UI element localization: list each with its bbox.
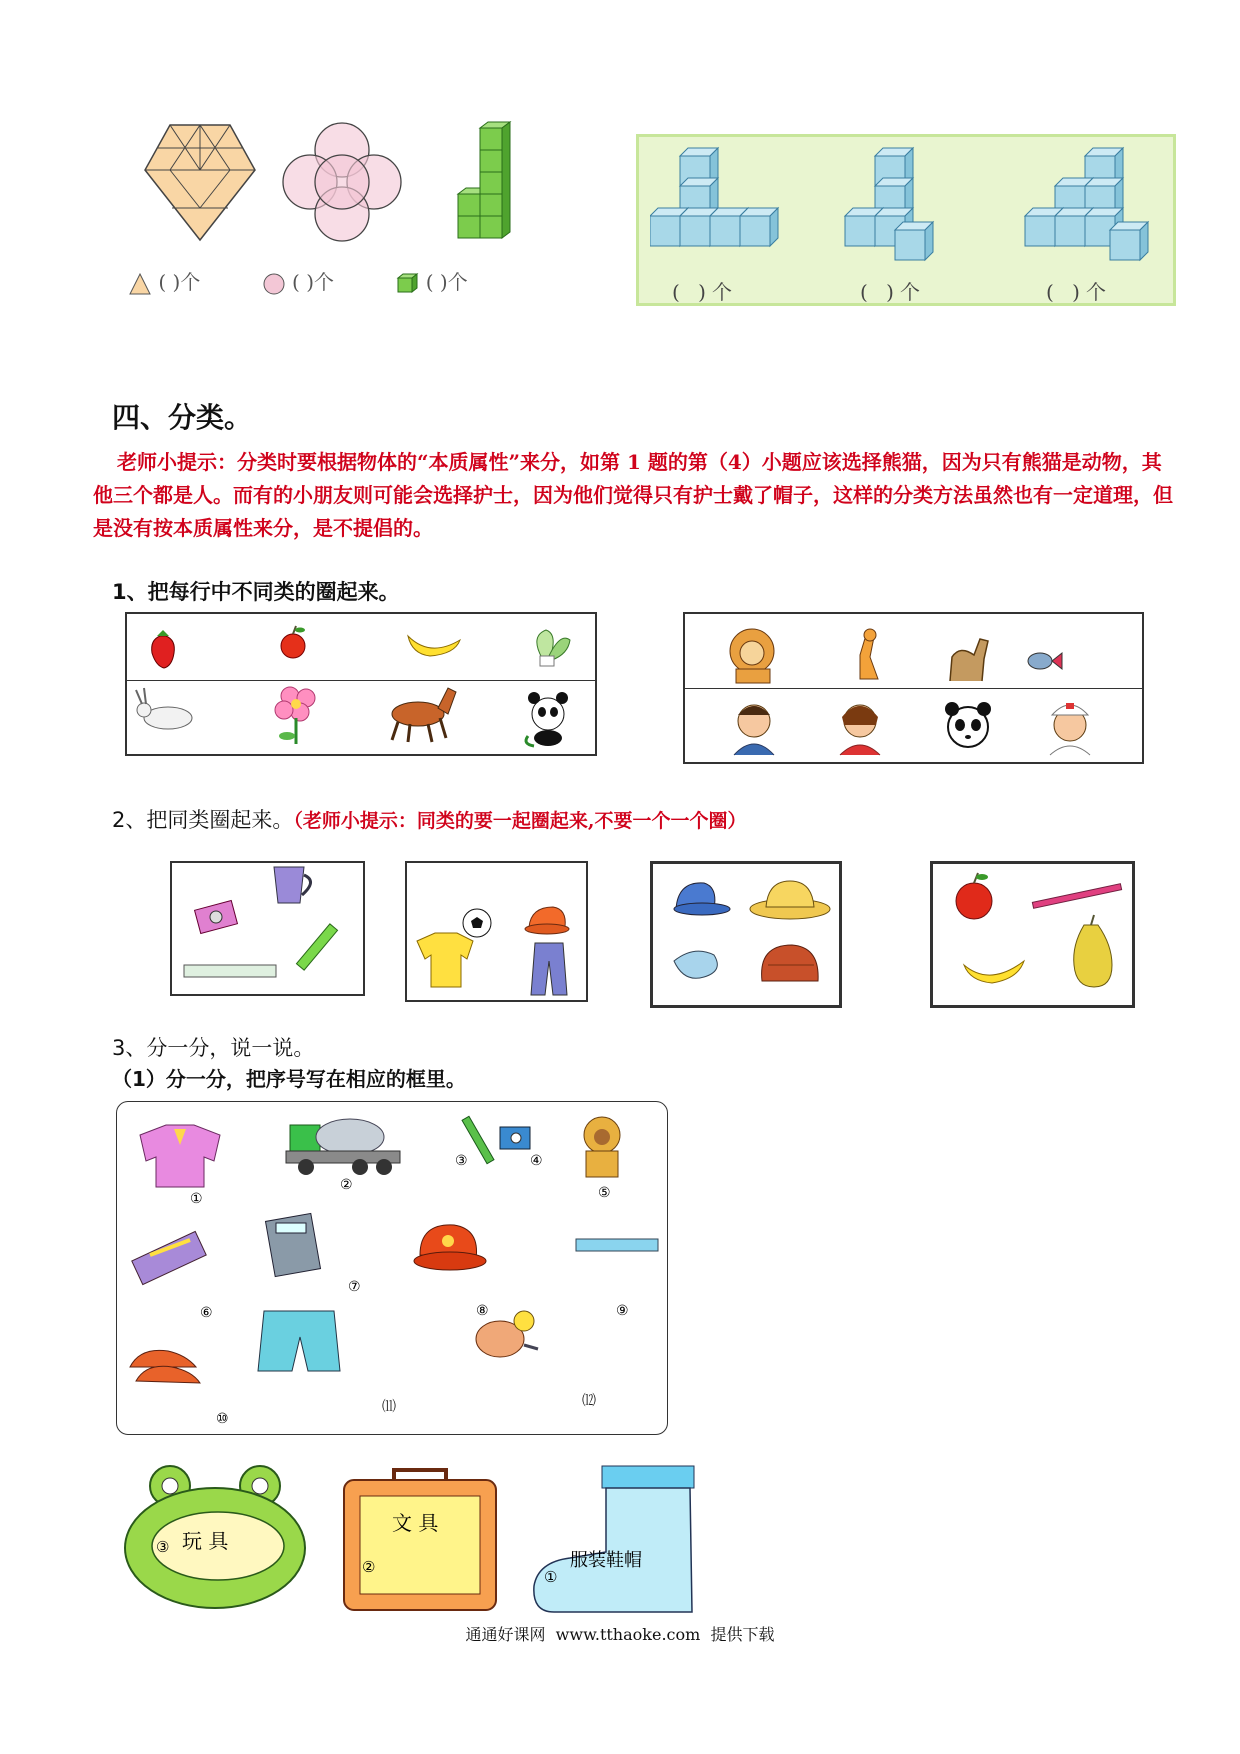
stationery-bin-case — [340, 1462, 500, 1612]
red-cap-icon — [414, 1225, 486, 1270]
stationery-bin-num: ② — [362, 1558, 376, 1576]
count-row — [128, 266, 468, 296]
q2-box-3-pictures — [654, 865, 838, 1004]
cube-label-3: ( )个 — [1046, 280, 1112, 304]
calculator-icon — [265, 1213, 320, 1276]
flower-icon — [275, 687, 315, 744]
q3-subtitle: （1）分一分，把序号写在相应的框里。 — [112, 1067, 466, 1091]
nurse-icon — [1050, 703, 1090, 755]
panda-icon — [526, 692, 568, 746]
count-label-triangle: ( )个 — [158, 270, 201, 294]
pear-icon — [1074, 915, 1112, 987]
girl-icon — [840, 705, 880, 755]
cube-structure-2 — [845, 148, 933, 260]
item-num-6: ⑥ — [200, 1305, 213, 1321]
rabbit-icon — [136, 688, 192, 729]
q2-box-4-pictures — [934, 865, 1131, 1004]
item-num-1: ① — [190, 1191, 203, 1207]
boy-icon — [734, 705, 774, 755]
q2-tip: （老师小提示：同类的要一起圈起来,不要一个一个圈） — [293, 810, 747, 832]
scarf-icon — [674, 951, 717, 978]
yellow-banana-icon — [964, 961, 1024, 983]
item-num-10: ⑩ — [216, 1411, 229, 1427]
pencil-case-icon — [132, 1231, 206, 1284]
clothing-bin-boot — [530, 1462, 720, 1616]
q2-box-1-pictures — [172, 863, 362, 993]
pencil-icon — [296, 924, 337, 970]
count-label-circle: ( )个 — [292, 270, 335, 294]
item-num-8: ⑧ — [476, 1303, 489, 1319]
straw-hat-icon — [750, 881, 830, 919]
count-label-cube: ( )个 — [425, 270, 468, 294]
lion-icon — [730, 629, 774, 683]
q1-title: 1、把每行中不同类的圈起来。 — [112, 580, 400, 604]
item-num-7: ⑦ — [348, 1279, 361, 1295]
horse-icon — [392, 688, 456, 742]
cube-label-1: ( )个 — [672, 280, 738, 304]
red-apple-icon — [956, 873, 992, 919]
blue-ruler-icon — [576, 1239, 658, 1251]
q2-title: 2、把同类圈起来。 — [112, 808, 294, 832]
q2-box-2-pictures — [407, 863, 585, 999]
q3-title: 3、分一分，说一说。 — [112, 1036, 315, 1060]
toy-lion-icon — [584, 1117, 620, 1177]
q3-items-pictures — [120, 1105, 666, 1431]
kite-triangles-figure — [140, 120, 260, 245]
cube-label-2: ( )个 — [860, 280, 926, 304]
item-num-9: ⑨ — [616, 1303, 629, 1319]
red-pencil-icon — [1032, 884, 1121, 909]
teacher-tip: 老师小提示：分类时要根据物体的“本质属性”来分，如第 1 题的第（4）小题应该选择熊猫，因为只有熊猫是动物，其他三个都是人。而有的小朋友则可能会选择护士，因为他们觉得只有护士戴了帽子，这样的分类方法虽然也有一定道理，但是没有按本质属性来分，是不提倡的。 — [93, 450, 1173, 540]
circle-icon — [262, 272, 286, 296]
toy-bin-frog — [120, 1464, 310, 1614]
cube-structure-1 — [650, 148, 778, 246]
shorts-icon — [258, 1311, 340, 1371]
soccer-ball-icon — [463, 909, 491, 937]
overlapping-circles-figure — [280, 120, 405, 245]
q1-left-pictures — [130, 618, 590, 752]
cube-structure-3 — [1025, 148, 1148, 260]
clothing-bin-num: ① — [544, 1568, 558, 1586]
banana-icon — [408, 636, 460, 656]
item-num-4: ④ — [530, 1153, 543, 1169]
cube-icon — [395, 272, 419, 296]
cap-icon — [525, 907, 569, 934]
knit-hat-icon — [762, 945, 819, 981]
cup-icon — [274, 867, 311, 903]
item-num-12: ⑿ — [582, 1393, 596, 1409]
stationery-bin-label: 文 具 — [392, 1511, 439, 1535]
fish-icon — [1028, 653, 1062, 669]
pants-icon — [531, 943, 567, 995]
strawberry-icon — [152, 630, 175, 668]
sneakers-icon — [130, 1350, 200, 1383]
item-num-3: ③ — [455, 1153, 468, 1169]
cement-mixer-icon — [286, 1119, 400, 1175]
blue-sharpener-icon — [500, 1127, 530, 1149]
cabbage-icon — [537, 630, 570, 666]
toy-bin-num: ③ — [156, 1538, 170, 1556]
panda-face-icon — [945, 702, 991, 747]
item-num-5: ⑤ — [598, 1185, 611, 1201]
q1-right-pictures — [690, 615, 1140, 761]
footer: 通通好课网 www.tthaoke.com 提供下载 — [465, 1625, 775, 1644]
triangle-icon — [128, 272, 152, 296]
section-title: 四、分类。 — [112, 401, 253, 434]
toy-bin-label: 玩 具 — [182, 1529, 229, 1553]
blue-cap-icon — [674, 883, 730, 915]
giraffe-icon — [860, 629, 878, 679]
item-num-11: ⑾ — [382, 1399, 396, 1415]
apple-icon — [281, 626, 305, 658]
camel-icon — [950, 639, 988, 681]
jacket-icon — [417, 933, 473, 987]
blue-cube-structures — [650, 140, 1170, 270]
green-cube-stack-figure — [450, 120, 520, 240]
clothing-bin-label: 服装鞋帽 — [570, 1550, 642, 1571]
item-num-2: ② — [340, 1177, 353, 1193]
sharpener-icon — [195, 900, 238, 933]
q2-row — [112, 804, 747, 834]
pink-shirt-icon — [140, 1125, 220, 1187]
ruler-icon — [184, 965, 276, 977]
